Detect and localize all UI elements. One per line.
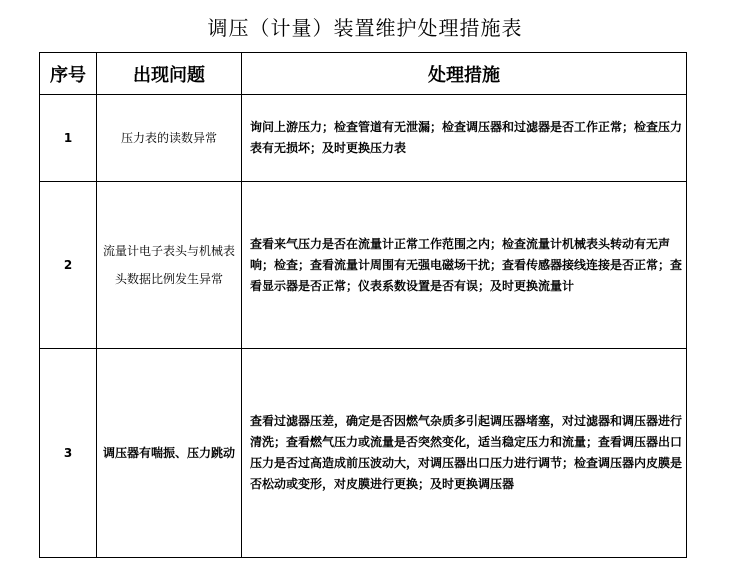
page-title: 调压（计量）装置维护处理措施表 [207,16,523,40]
table-row [40,182,687,349]
row-measure: 查看来气压力是否在流量计正常工作范围之内；检查流量计机械表头转动有无声响；检查；查看流量计周围有无强电磁场干扰；查看传感器接线连接是否正常；查看显示器是否正常；仪表系数设置是否有误；及时更换流量计 [242,182,687,349]
header-problem: 出现问题 [97,53,242,95]
row-problem: 调压器有喘振、压力跳动 [97,349,242,558]
header-measure: 处理措施 [242,53,687,95]
row-number: 1 [40,95,97,182]
table-header-row [40,53,687,95]
row-measure: 询问上游压力；检查管道有无泄漏；检查调压器和过滤器是否工作正常；检查压力表有无损坏；及时更换压力表 [242,95,687,182]
row-measure: 查看过滤器压差，确定是否因燃气杂质多引起调压器堵塞，对过滤器和调压器进行清洗；查看燃气压力或流量是否突然变化，适当稳定压力和流量；查看调压器出口压力是否过高造成前压波动大，对调压器出口压力进行调节；检查调压器内皮膜是否松动或变形，对皮膜进行更换；及时更换调压器 [242,349,687,558]
row-problem: 压力表的读数异常 [97,95,242,182]
row-problem: 流量计电子表头与机械表头数据比例发生异常 [97,182,242,349]
maintenance-table [39,52,687,558]
header-number: 序号 [40,53,97,95]
row-number: 3 [40,349,97,558]
table-row [40,349,687,558]
table-row [40,95,687,182]
row-number: 2 [40,182,97,349]
